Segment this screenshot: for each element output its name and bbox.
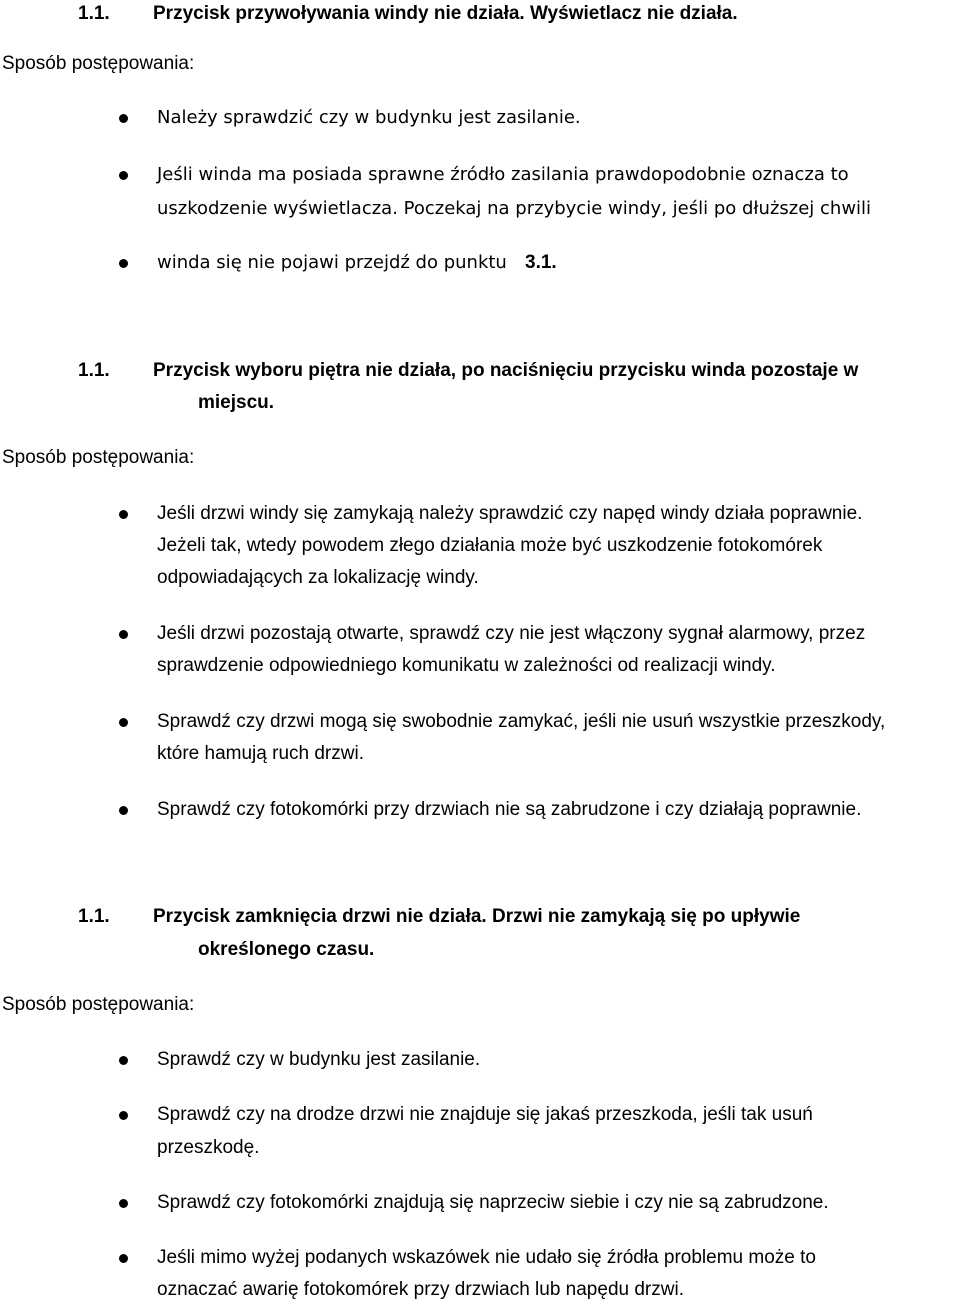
- bullet-icon: [119, 114, 128, 123]
- section-2-bullet-2-line-2: sprawdzenie odpowiedniego komunikatu w zależności od realizacji windy.: [157, 655, 776, 676]
- section-3-bullet-2-line-2: przeszkodę.: [157, 1137, 260, 1158]
- bullet-icon: [119, 806, 128, 815]
- section-3-bullet-4-line-2: oznaczać awarię fotokomórek przy drzwiach lub napędu drzwi.: [157, 1279, 684, 1300]
- section-1-bullet-3-ref: 3.1.: [525, 252, 557, 273]
- section-2-procedure-label: Sposób postępowania:: [2, 447, 195, 468]
- bullet-icon: [119, 1111, 128, 1120]
- section-2-bullet-1-line-3: odpowiadających za lokalizację windy.: [157, 567, 479, 588]
- section-1-bullet-1-line-1: Należy sprawdzić czy w budynku jest zasilanie.: [157, 107, 581, 128]
- section-3-bullet-2-line-1: Sprawdź czy na drodze drzwi nie znajduje się jakaś przeszkoda, jeśli tak usuń: [157, 1104, 813, 1125]
- bullet-icon: [119, 1254, 128, 1263]
- section-1-number: 1.1.: [78, 3, 110, 24]
- bullet-icon: [119, 171, 128, 180]
- section-2-bullet-4-line-1: Sprawdź czy fotokomórki przy drzwiach nie są zabrudzone i czy działają poprawnie.: [157, 799, 862, 820]
- section-1-bullet-2-line-2: uszkodzenie wyświetlacza. Poczekaj na przybycie windy, jeśli po dłuższej chwili: [157, 198, 872, 219]
- bullet-icon: [119, 1056, 128, 1065]
- section-3-procedure-label: Sposób postępowania:: [2, 994, 195, 1015]
- section-2-bullet-1-line-1: Jeśli drzwi windy się zamykają należy sprawdzić czy napęd windy działa poprawnie.: [157, 503, 863, 524]
- section-3-bullet-4-line-1: Jeśli mimo wyżej podanych wskazówek nie udało się źródła problemu może to: [157, 1247, 816, 1268]
- section-2-bullet-1-line-2: Jeżeli tak, wtedy powodem złego działania może być uszkodzenie fotokomórek: [157, 535, 823, 556]
- section-3-bullet-1-line-1: Sprawdź czy w budynku jest zasilanie.: [157, 1049, 481, 1070]
- section-1-procedure-label: Sposób postępowania:: [2, 53, 195, 74]
- section-3-title-line-2: określonego czasu.: [198, 939, 375, 960]
- bullet-icon: [119, 718, 128, 727]
- bullet-icon: [119, 510, 128, 519]
- bullet-icon: [119, 259, 128, 268]
- section-2-title-line-1: Przycisk wyboru piętra nie działa, po naciśnięciu przycisku winda pozostaje w: [153, 360, 859, 381]
- section-1-bullet-2-line-1: Jeśli winda ma posiada sprawne źródło zasilania prawdopodobnie oznacza to: [157, 164, 849, 185]
- bullet-icon: [119, 1199, 128, 1208]
- section-3-number: 1.1.: [78, 906, 110, 927]
- section-2-bullet-2-line-1: Jeśli drzwi pozostają otwarte, sprawdź czy nie jest włączony sygnał alarmowy, przez: [157, 623, 866, 644]
- section-1-title: Przycisk przywoływania windy nie działa. Wyświetlacz nie działa.: [153, 3, 738, 24]
- section-2-title-line-2: miejscu.: [198, 392, 275, 413]
- section-3-title-line-1: Przycisk zamknięcia drzwi nie działa. Drzwi nie zamykają się po upływie: [153, 906, 801, 927]
- bullet-icon: [119, 630, 128, 639]
- section-2-number: 1.1.: [78, 360, 110, 381]
- section-3-bullet-3-line-1: Sprawdź czy fotokomórki znajdują się naprzeciw siebie i czy nie są zabrudzone.: [157, 1192, 829, 1213]
- section-1-bullet-3-line-1: winda się nie pojawi przejdź do punktu: [157, 252, 507, 273]
- section-2-bullet-3-line-2: które hamują ruch drzwi.: [157, 743, 364, 764]
- section-2-bullet-3-line-1: Sprawdź czy drzwi mogą się swobodnie zamykać, jeśli nie usuń wszystkie przeszkody,: [157, 711, 886, 732]
